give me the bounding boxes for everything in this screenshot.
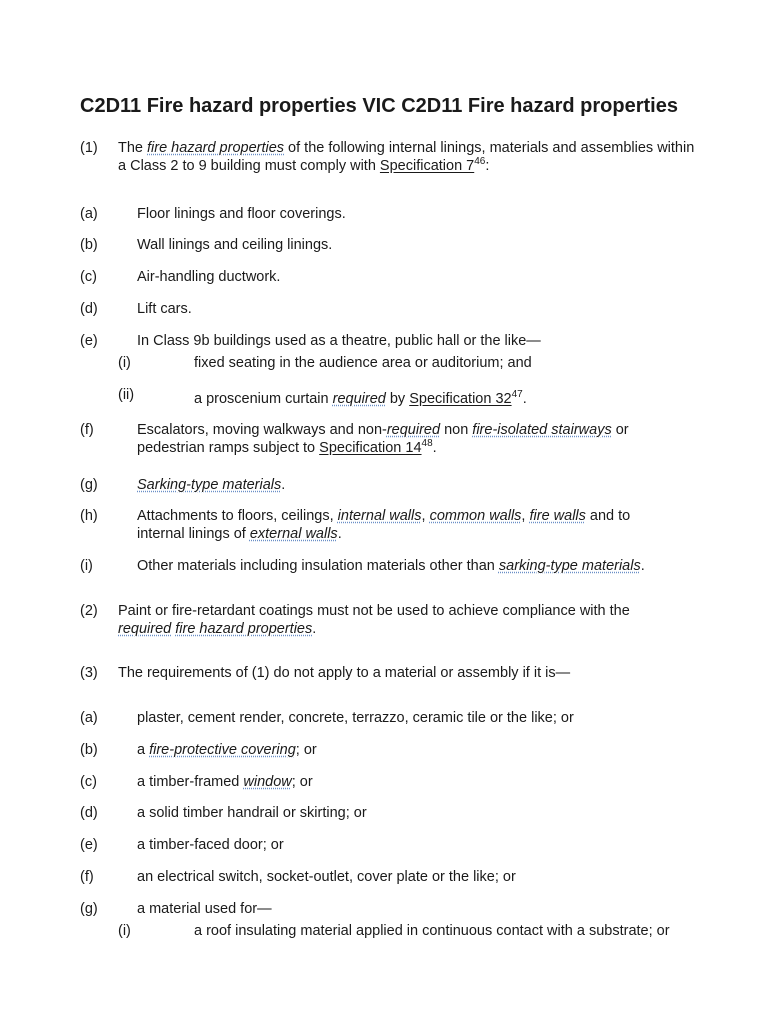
- item-text: Escalators, moving walkways and non-: [137, 422, 387, 438]
- sub-item-label: (i): [118, 923, 131, 939]
- item-text: .: [432, 440, 437, 456]
- item-label: (e): [80, 837, 98, 853]
- sub-item-text: a proscenium curtain: [194, 391, 333, 407]
- item-text: a timber-framed: [137, 774, 244, 790]
- specification-link[interactable]: Specification 14: [319, 440, 422, 456]
- item-text: Air-handling ductwork.: [137, 269, 281, 285]
- clause-label: (3): [80, 665, 98, 681]
- clause-text: .: [312, 621, 317, 637]
- defined-term-link[interactable]: common walls: [429, 508, 522, 524]
- specification-link[interactable]: Specification 32: [409, 391, 512, 407]
- item-text: Floor linings and floor coverings.: [137, 206, 346, 222]
- item-text: Lift cars.: [137, 301, 192, 317]
- clause-text: of the following internal linings, materials and assemblies within a Class 2 to 9 building must comply with: [118, 140, 695, 174]
- defined-term-link[interactable]: internal walls: [337, 508, 422, 524]
- clause-text: The requirements of (1) do not apply to a material or assembly if it is—: [118, 665, 571, 681]
- clause-label: (1): [80, 140, 98, 156]
- item-label: (b): [80, 237, 98, 253]
- item-label: (g): [80, 901, 98, 917]
- footnote-ref[interactable]: 47: [511, 389, 523, 400]
- defined-term-link[interactable]: required: [386, 422, 441, 438]
- item-text: Attachments to floors, ceilings,: [137, 508, 338, 524]
- defined-term-link[interactable]: fire-isolated stairways: [472, 422, 612, 438]
- item-text: ,: [521, 508, 530, 524]
- item-text: a: [137, 742, 150, 758]
- item-label: (b): [80, 742, 98, 758]
- page-title: C2D11 Fire hazard properties VIC C2D11 Fire hazard properties: [80, 95, 678, 117]
- item-text: plaster, cement render, concrete, terrazzo, ceramic tile or the like; or: [137, 710, 574, 726]
- clause-label: (2): [80, 603, 98, 619]
- defined-term-link[interactable]: fire hazard properties: [147, 140, 285, 156]
- item-text: .: [640, 558, 645, 574]
- defined-term-link[interactable]: external walls: [249, 526, 338, 542]
- defined-term-link[interactable]: sarking-type materials: [498, 558, 641, 574]
- item-text: and to internal linings of: [137, 508, 631, 542]
- item-label: (g): [80, 477, 98, 493]
- defined-term-link[interactable]: fire-protective covering: [149, 742, 296, 758]
- item-label: (e): [80, 333, 98, 349]
- item-label: (i): [80, 558, 93, 574]
- item-text: In Class 9b buildings used as a theatre, public hall or the like—: [137, 333, 541, 349]
- footnote-ref[interactable]: 46: [474, 156, 486, 167]
- item-label: (f): [80, 869, 94, 885]
- item-label: (f): [80, 422, 94, 438]
- item-text: .: [281, 477, 286, 493]
- defined-term-link[interactable]: fire hazard properties: [175, 621, 313, 637]
- item-label: (c): [80, 774, 97, 790]
- sub-item-text: .: [522, 391, 527, 407]
- clause-text: Paint or fire-retardant coatings must not be used to achieve compliance with the: [118, 603, 630, 619]
- sub-item-text: a roof insulating material applied in continuous contact with a substrate; or: [194, 923, 670, 939]
- item-text: non: [440, 422, 473, 438]
- specification-link[interactable]: Specification 7: [379, 158, 475, 174]
- item-label: (d): [80, 301, 98, 317]
- item-label: (a): [80, 710, 98, 726]
- item-label: (a): [80, 206, 98, 222]
- sub-item-text: by: [385, 391, 410, 407]
- item-label: (c): [80, 269, 97, 285]
- item-text: a material used for—: [137, 901, 272, 917]
- item-label: (h): [80, 508, 98, 524]
- sub-item-label: (i): [118, 355, 131, 371]
- defined-term-link[interactable]: required: [118, 621, 172, 637]
- footnote-ref[interactable]: 48: [421, 438, 433, 449]
- defined-term-link[interactable]: required: [332, 391, 386, 407]
- defined-term-link[interactable]: Sarking-type materials: [137, 477, 282, 493]
- sub-item-label: (ii): [118, 387, 135, 403]
- item-label: (d): [80, 805, 98, 821]
- item-text: or pedestrian ramps subject to: [137, 422, 629, 456]
- defined-term-link[interactable]: fire walls: [529, 508, 586, 524]
- item-text: an electrical switch, socket-outlet, cover plate or the like; or: [137, 869, 516, 885]
- item-text: .: [337, 526, 342, 542]
- clause-text: :: [485, 158, 490, 174]
- sub-item-text: fixed seating in the audience area or auditorium; and: [194, 355, 532, 371]
- clause-text: The: [118, 140, 148, 156]
- item-text: a solid timber handrail or skirting; or: [137, 805, 367, 821]
- item-text: ; or: [295, 742, 317, 758]
- item-text: Other materials including insulation materials other than: [137, 558, 499, 574]
- item-text: ,: [421, 508, 430, 524]
- defined-term-link[interactable]: window: [243, 774, 292, 790]
- item-text: a timber-faced door; or: [137, 837, 284, 853]
- item-text: ; or: [291, 774, 313, 790]
- item-text: Wall linings and ceiling linings.: [137, 237, 333, 253]
